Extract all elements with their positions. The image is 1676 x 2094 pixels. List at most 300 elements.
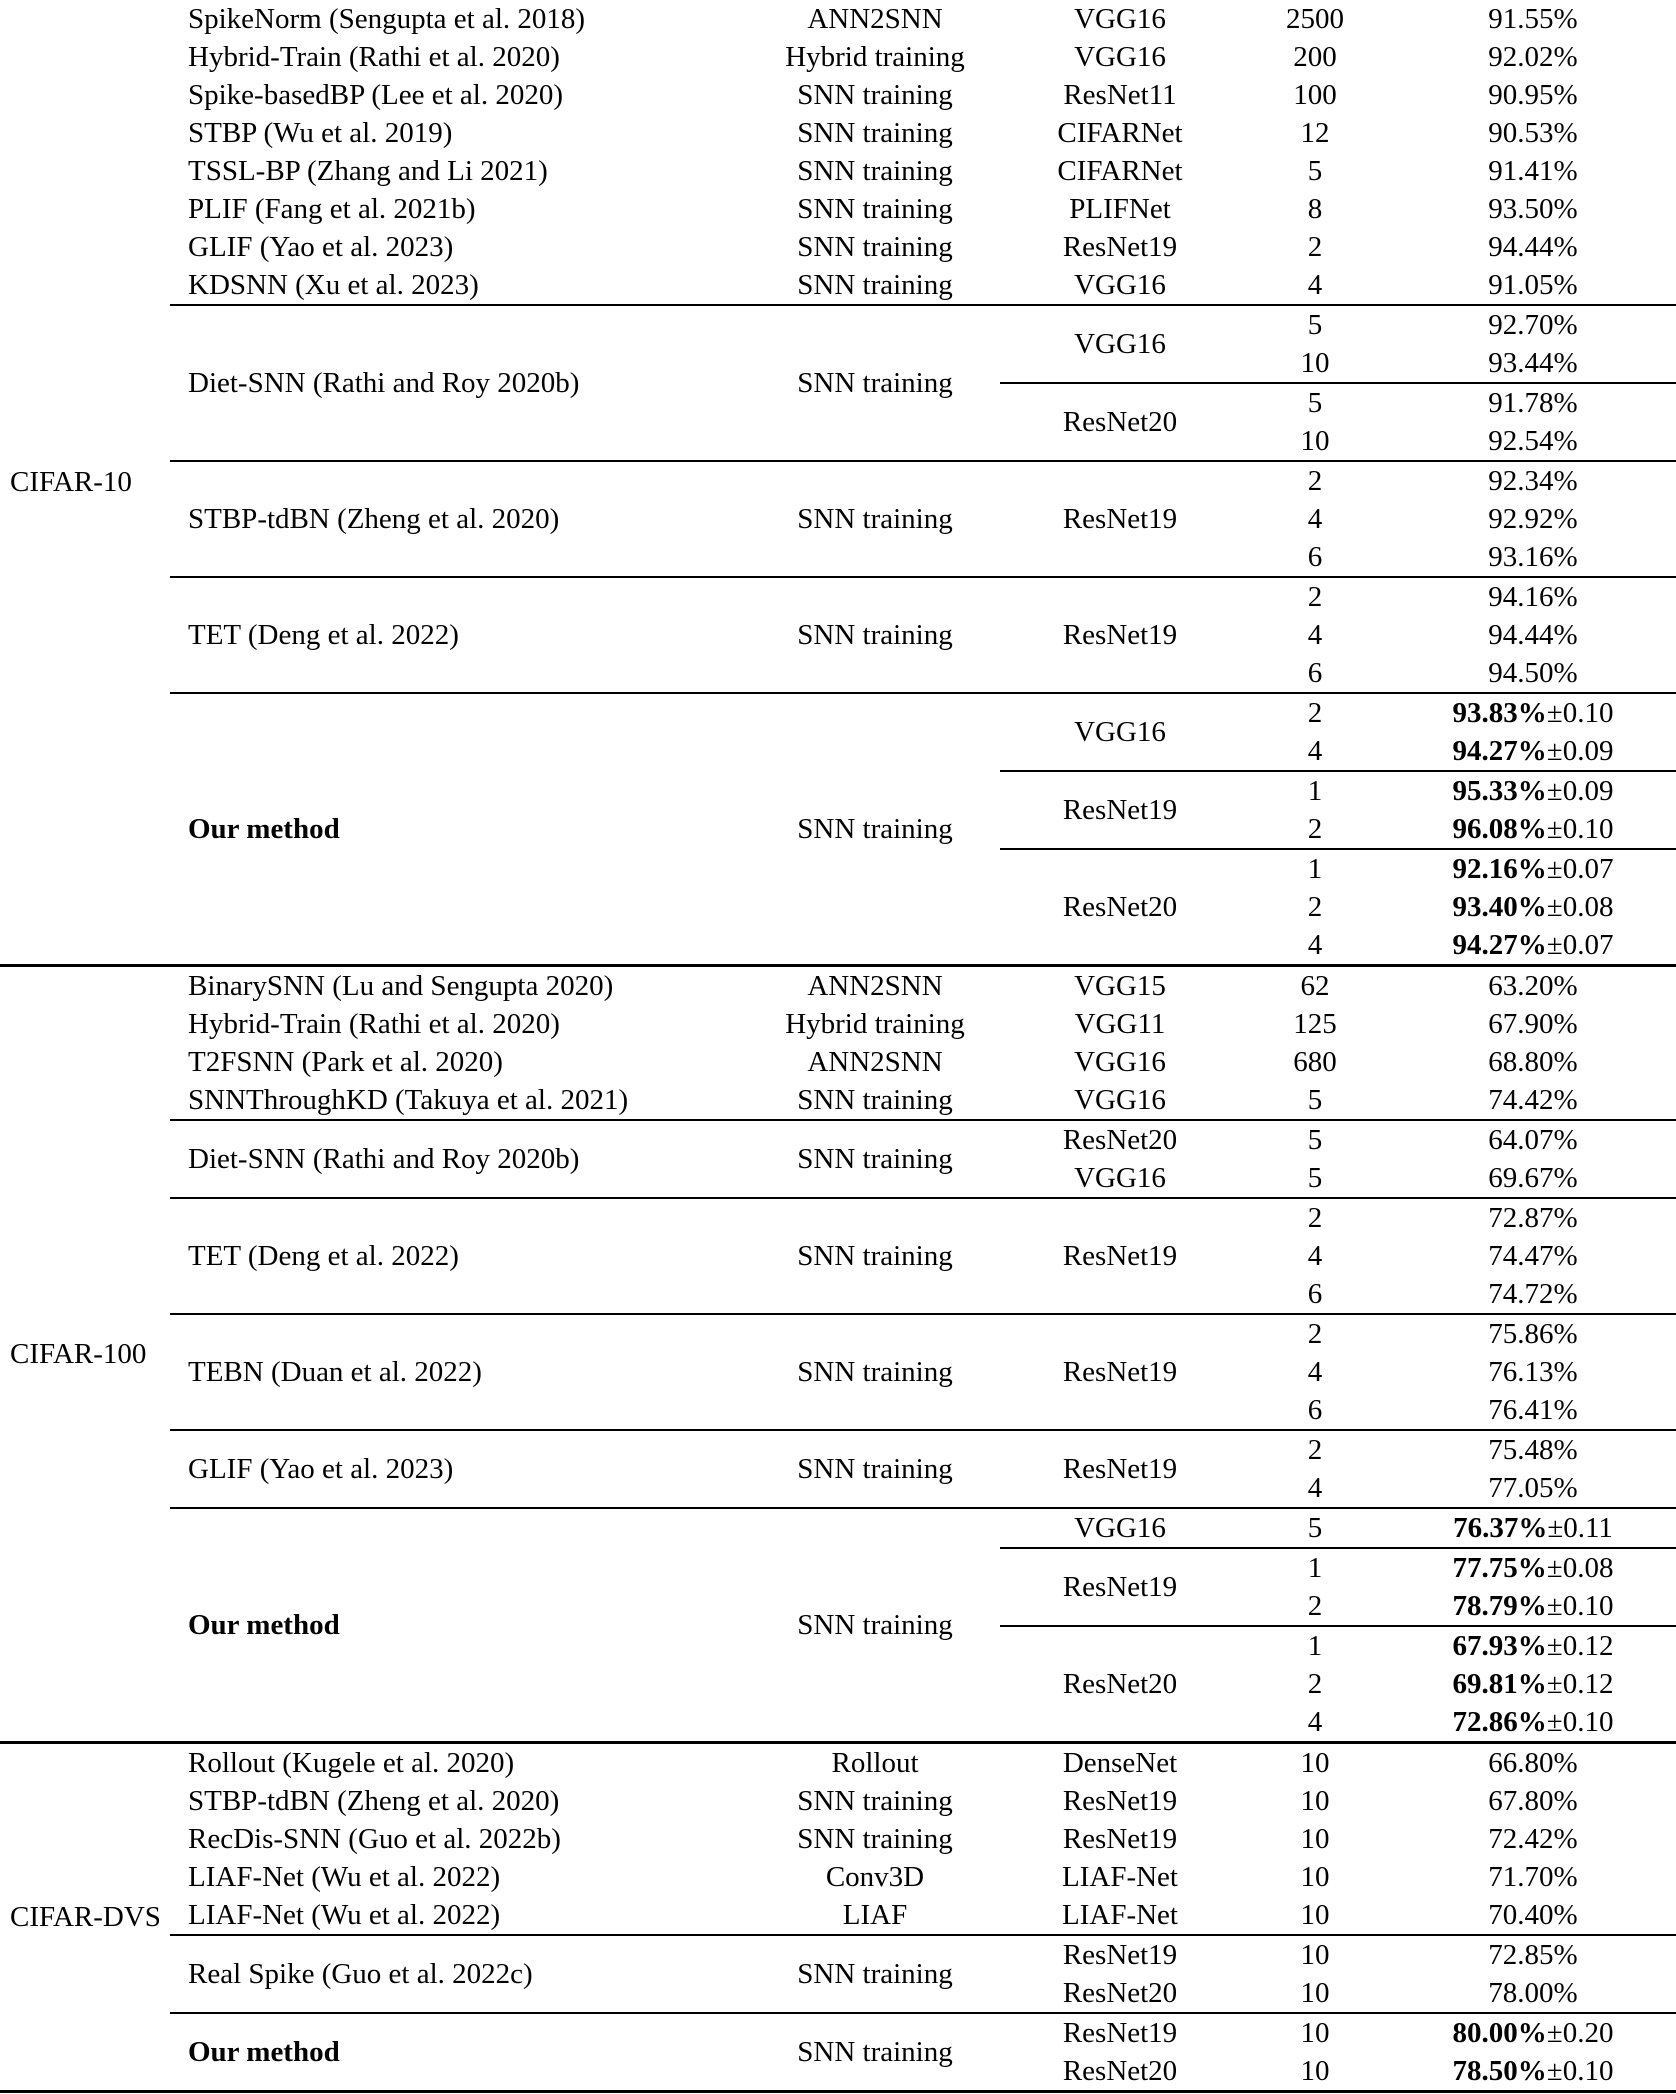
- cell-type: [750, 114, 1000, 152]
- cell-type-text: SNN training: [750, 115, 1000, 152]
- cell-method-text: TSSL-BP (Zhang and Li 2021): [170, 153, 750, 190]
- cell-timesteps-text: 680: [1240, 1044, 1390, 1081]
- accuracy-mean: 93.44%: [1488, 347, 1577, 379]
- accuracy-value: [1390, 345, 1676, 382]
- cell-method: [170, 266, 750, 305]
- cell-timesteps: [1240, 1081, 1390, 1120]
- accuracy-mean: 92.02%: [1488, 41, 1577, 73]
- accuracy-mean: 92.16%: [1453, 853, 1547, 885]
- accuracy-value: [1390, 1821, 1676, 1858]
- accuracy-mean: 68.80%: [1488, 1046, 1577, 1078]
- cell-type-text: SNN training: [750, 229, 1000, 266]
- accuracy-stddev: ±0.12: [1547, 1668, 1614, 1700]
- cell-timesteps: [1240, 1858, 1390, 1896]
- cell-type-text: ANN2SNN: [750, 968, 1000, 1005]
- cell-dataset: [0, 966, 170, 1743]
- cell-timesteps: [1240, 76, 1390, 114]
- cell-accuracy: [1390, 577, 1676, 616]
- cell-timesteps-text: 4: [1240, 1470, 1390, 1507]
- cell-timesteps-text: 2: [1240, 579, 1390, 616]
- cell-accuracy: [1390, 926, 1676, 966]
- cell-method-text: GLIF (Yao et al. 2023): [170, 229, 750, 266]
- accuracy-value: [1390, 153, 1676, 190]
- cell-architecture: [1000, 266, 1240, 305]
- cell-timesteps-text: 2: [1240, 1432, 1390, 1469]
- cell-method-text: T2FSNN (Park et al. 2020): [170, 1044, 750, 1081]
- accuracy-stddev: ±0.10: [1547, 1590, 1614, 1622]
- cell-timesteps: [1240, 771, 1390, 810]
- cell-accuracy: [1390, 849, 1676, 888]
- accuracy-mean: 91.78%: [1488, 387, 1577, 419]
- accuracy-value: [1390, 1859, 1676, 1896]
- cell-method-text: KDSNN (Xu et al. 2023): [170, 267, 750, 304]
- table-row: [0, 1782, 1676, 1820]
- accuracy-stddev: ±0.12: [1547, 1630, 1614, 1662]
- cell-timesteps-text: 10: [1240, 1745, 1390, 1782]
- cell-accuracy: [1390, 500, 1676, 538]
- cell-method: [170, 1430, 750, 1508]
- accuracy-mean: 72.87%: [1488, 1202, 1577, 1234]
- cell-accuracy: [1390, 1587, 1676, 1626]
- accuracy-value: [1390, 1666, 1676, 1703]
- cell-architecture-text: ResNet19: [1000, 1569, 1240, 1606]
- accuracy-value: [1390, 1200, 1676, 1237]
- cell-timesteps: [1240, 849, 1390, 888]
- cell-type: [750, 228, 1000, 266]
- cell-accuracy: [1390, 114, 1676, 152]
- cell-timesteps: [1240, 2052, 1390, 2092]
- cell-method: [170, 1120, 750, 1198]
- accuracy-mean: 91.41%: [1488, 155, 1577, 187]
- cell-timesteps: [1240, 383, 1390, 422]
- accuracy-value: [1390, 115, 1676, 152]
- cell-method-text: LIAF-Net (Wu et al. 2022): [170, 1897, 750, 1934]
- accuracy-mean: 94.44%: [1488, 619, 1577, 651]
- accuracy-value: [1390, 773, 1676, 810]
- cell-method-text: GLIF (Yao et al. 2023): [170, 1451, 750, 1488]
- cell-architecture: [1000, 114, 1240, 152]
- cell-timesteps-text: 10: [1240, 2015, 1390, 2052]
- cell-timesteps-text: 2: [1240, 1666, 1390, 1703]
- cell-timesteps-text: 6: [1240, 1276, 1390, 1313]
- accuracy-mean: 93.40%: [1453, 891, 1547, 923]
- accuracy-mean: 92.54%: [1488, 425, 1577, 457]
- cell-type-text: SNN training: [750, 1956, 1000, 1993]
- cell-timesteps-text: 2: [1240, 229, 1390, 266]
- cell-accuracy: [1390, 1275, 1676, 1314]
- cell-architecture: [1000, 38, 1240, 76]
- cell-type: [750, 693, 1000, 966]
- cell-type-text: SNN training: [750, 1607, 1000, 1644]
- cell-timesteps: [1240, 1782, 1390, 1820]
- accuracy-value: [1390, 2015, 1676, 2052]
- accuracy-mean: 93.50%: [1488, 193, 1577, 225]
- cell-timesteps: [1240, 1896, 1390, 1935]
- cell-timesteps-text: 2: [1240, 1200, 1390, 1237]
- cell-timesteps-text: 2: [1240, 1316, 1390, 1353]
- cell-timesteps: [1240, 2013, 1390, 2052]
- cell-architecture: [1000, 849, 1240, 966]
- cell-timesteps-text: 100: [1240, 77, 1390, 114]
- cell-type-text: SNN training: [750, 153, 1000, 190]
- cell-timesteps-text: 12: [1240, 115, 1390, 152]
- accuracy-value: [1390, 423, 1676, 460]
- cell-accuracy: [1390, 1858, 1676, 1896]
- cell-timesteps: [1240, 1159, 1390, 1198]
- cell-architecture-text: ResNet20: [1000, 2053, 1240, 2090]
- cell-timesteps: [1240, 1935, 1390, 1974]
- cell-architecture-text: LIAF-Net: [1000, 1897, 1240, 1934]
- table-row: [0, 38, 1676, 76]
- cell-accuracy: [1390, 693, 1676, 732]
- accuracy-stddev: ±0.08: [1547, 891, 1614, 923]
- table-row: [0, 2013, 1676, 2052]
- cell-architecture: [1000, 1896, 1240, 1935]
- cell-timesteps-text: 10: [1240, 423, 1390, 460]
- accuracy-value: [1390, 1160, 1676, 1197]
- cell-timesteps-text: 10: [1240, 1975, 1390, 2012]
- cell-type: [750, 461, 1000, 577]
- cell-architecture-text: ResNet20: [1000, 404, 1240, 441]
- table-row: [0, 693, 1676, 732]
- cell-timesteps-text: 2: [1240, 463, 1390, 500]
- accuracy-mean: 91.05%: [1488, 269, 1577, 301]
- cell-timesteps-text: 6: [1240, 539, 1390, 576]
- accuracy-value: [1390, 1082, 1676, 1119]
- cell-accuracy: [1390, 76, 1676, 114]
- cell-method-text: PLIF (Fang et al. 2021b): [170, 191, 750, 228]
- cell-architecture-text: ResNet19: [1000, 792, 1240, 829]
- cell-timesteps-text: 4: [1240, 1238, 1390, 1275]
- accuracy-mean: 90.53%: [1488, 117, 1577, 149]
- cell-type: [750, 190, 1000, 228]
- cell-architecture-text: VGG15: [1000, 968, 1240, 1005]
- cell-type-text: SNN training: [750, 501, 1000, 538]
- accuracy-mean: 93.83%: [1453, 697, 1547, 729]
- cell-architecture: [1000, 76, 1240, 114]
- cell-accuracy: [1390, 461, 1676, 500]
- cell-method: [170, 1198, 750, 1314]
- accuracy-stddev: ±0.20: [1547, 2017, 1614, 2049]
- accuracy-value: [1390, 1238, 1676, 1275]
- cell-architecture-text: DenseNet: [1000, 1745, 1240, 1782]
- accuracy-value: [1390, 655, 1676, 692]
- cell-timesteps-text: 4: [1240, 501, 1390, 538]
- accuracy-mean: 92.92%: [1488, 503, 1577, 535]
- cell-method: [170, 1043, 750, 1081]
- cell-accuracy: [1390, 344, 1676, 383]
- cell-architecture-text: ResNet11: [1000, 77, 1240, 114]
- cell-architecture-text: PLIFNet: [1000, 191, 1240, 228]
- cell-method: [170, 1005, 750, 1043]
- cell-type: [750, 152, 1000, 190]
- cell-method: [170, 461, 750, 577]
- cell-accuracy: [1390, 38, 1676, 76]
- cell-architecture-text: ResNet19: [1000, 1354, 1240, 1391]
- cell-architecture: [1000, 577, 1240, 693]
- cell-accuracy: [1390, 966, 1676, 1006]
- cell-timesteps: [1240, 1430, 1390, 1469]
- cell-type-text: SNN training: [750, 1082, 1000, 1119]
- cell-timesteps-text: 10: [1240, 1783, 1390, 1820]
- cell-timesteps: [1240, 1665, 1390, 1703]
- cell-type-text: SNN training: [750, 1783, 1000, 1820]
- cell-timesteps: [1240, 810, 1390, 849]
- cell-method: [170, 305, 750, 461]
- cell-architecture: [1000, 152, 1240, 190]
- cell-accuracy: [1390, 190, 1676, 228]
- accuracy-value: [1390, 77, 1676, 114]
- cell-type-text: SNN training: [750, 1238, 1000, 1275]
- cell-type: [750, 0, 1000, 38]
- table-row: [0, 1743, 1676, 1783]
- accuracy-mean: 76.37%: [1453, 1512, 1547, 1544]
- table-row: [0, 1081, 1676, 1120]
- accuracy-mean: 64.07%: [1488, 1124, 1577, 1156]
- cell-timesteps-text: 1: [1240, 773, 1390, 810]
- cell-architecture: [1000, 1548, 1240, 1626]
- cell-accuracy: [1390, 1430, 1676, 1469]
- cell-architecture-text: ResNet19: [1000, 2015, 1240, 2052]
- accuracy-value: [1390, 1392, 1676, 1429]
- accuracy-mean: 78.00%: [1488, 1977, 1577, 2009]
- cell-method-text: STBP-tdBN (Zheng et al. 2020): [170, 501, 750, 538]
- cell-accuracy: [1390, 616, 1676, 654]
- cell-architecture: [1000, 1430, 1240, 1508]
- cell-type: [750, 1120, 1000, 1198]
- accuracy-mean: 90.95%: [1488, 79, 1577, 111]
- accuracy-value: [1390, 927, 1676, 964]
- accuracy-value: [1390, 307, 1676, 344]
- cell-method: [170, 152, 750, 190]
- cell-architecture: [1000, 1782, 1240, 1820]
- cell-type: [750, 2013, 1000, 2092]
- cell-architecture-text: ResNet20: [1000, 1666, 1240, 1703]
- cell-method: [170, 1314, 750, 1430]
- cell-method: [170, 693, 750, 966]
- accuracy-value: [1390, 267, 1676, 304]
- cell-timesteps-text: 2: [1240, 889, 1390, 926]
- cell-accuracy: [1390, 1469, 1676, 1508]
- accuracy-mean: 77.75%: [1453, 1552, 1547, 1584]
- cell-type: [750, 266, 1000, 305]
- cell-type: [750, 38, 1000, 76]
- cell-timesteps: [1240, 1469, 1390, 1508]
- accuracy-value: [1390, 1745, 1676, 1782]
- cell-type: [750, 1314, 1000, 1430]
- cell-timesteps-text: 1: [1240, 851, 1390, 888]
- cell-architecture: [1000, 1005, 1240, 1043]
- accuracy-value: [1390, 1316, 1676, 1353]
- cell-timesteps-text: 5: [1240, 307, 1390, 344]
- cell-method-text: TET (Deng et al. 2022): [170, 1238, 750, 1275]
- cell-architecture: [1000, 190, 1240, 228]
- cell-method-text: STBP (Wu et al. 2019): [170, 115, 750, 152]
- cell-type: [750, 1081, 1000, 1120]
- accuracy-mean: 96.08%: [1453, 813, 1547, 845]
- accuracy-stddev: ±0.09: [1547, 775, 1614, 807]
- cell-timesteps-text: 4: [1240, 1704, 1390, 1741]
- cell-timesteps: [1240, 1508, 1390, 1548]
- accuracy-mean: 94.27%: [1453, 735, 1547, 767]
- cell-architecture: [1000, 1858, 1240, 1896]
- dataset-label: CIFAR-10: [0, 464, 170, 501]
- cell-timesteps: [1240, 616, 1390, 654]
- table-row: [0, 1198, 1676, 1237]
- cell-method: [170, 0, 750, 38]
- accuracy-mean: 69.81%: [1453, 1668, 1547, 1700]
- table-row: [0, 1005, 1676, 1043]
- table-row: [0, 461, 1676, 500]
- accuracy-mean: 78.79%: [1453, 1590, 1547, 1622]
- cell-timesteps: [1240, 1237, 1390, 1275]
- cell-method: [170, 2013, 750, 2092]
- accuracy-value: [1390, 733, 1676, 770]
- cell-architecture-text: CIFARNet: [1000, 115, 1240, 152]
- cell-timesteps: [1240, 422, 1390, 461]
- cell-architecture: [1000, 1820, 1240, 1858]
- cell-type-text: SNN training: [750, 1821, 1000, 1858]
- table-row: [0, 228, 1676, 266]
- cell-method: [170, 1508, 750, 1743]
- cell-timesteps-text: 6: [1240, 1392, 1390, 1429]
- cell-type: [750, 305, 1000, 461]
- accuracy-mean: 63.20%: [1488, 970, 1577, 1002]
- accuracy-value: [1390, 39, 1676, 76]
- cell-timesteps-text: 10: [1240, 2053, 1390, 2090]
- accuracy-value: [1390, 1588, 1676, 1625]
- cell-dataset: [0, 1743, 170, 2092]
- cell-timesteps: [1240, 538, 1390, 577]
- cell-timesteps-text: 2500: [1240, 1, 1390, 38]
- cell-architecture: [1000, 0, 1240, 38]
- accuracy-mean: 75.48%: [1488, 1434, 1577, 1466]
- cell-timesteps-text: 4: [1240, 617, 1390, 654]
- cell-accuracy: [1390, 1743, 1676, 1783]
- cell-architecture-text: VGG16: [1000, 267, 1240, 304]
- cell-type-text: ANN2SNN: [750, 1, 1000, 38]
- table-row: [0, 305, 1676, 344]
- accuracy-mean: 67.80%: [1488, 1785, 1577, 1817]
- cell-method: [170, 38, 750, 76]
- cell-accuracy: [1390, 0, 1676, 38]
- cell-timesteps: [1240, 1198, 1390, 1237]
- accuracy-value: [1390, 889, 1676, 926]
- cell-accuracy: [1390, 810, 1676, 849]
- cell-timesteps: [1240, 305, 1390, 344]
- table-row: [0, 76, 1676, 114]
- cell-timesteps-text: 1: [1240, 1628, 1390, 1665]
- cell-architecture-text: VGG16: [1000, 1, 1240, 38]
- cell-architecture: [1000, 1626, 1240, 1743]
- accuracy-value: [1390, 1975, 1676, 2012]
- cell-timesteps-text: 4: [1240, 733, 1390, 770]
- cell-timesteps-text: 5: [1240, 1082, 1390, 1119]
- cell-timesteps-text: 5: [1240, 1510, 1390, 1547]
- cell-timesteps-text: 125: [1240, 1006, 1390, 1043]
- cell-type-text: SNN training: [750, 1354, 1000, 1391]
- accuracy-mean: 94.16%: [1488, 581, 1577, 613]
- cell-type: [750, 577, 1000, 693]
- accuracy-value: [1390, 385, 1676, 422]
- cell-timesteps: [1240, 461, 1390, 500]
- cell-architecture: [1000, 1043, 1240, 1081]
- cell-method: [170, 1820, 750, 1858]
- cell-architecture-text: ResNet19: [1000, 617, 1240, 654]
- cell-method: [170, 1782, 750, 1820]
- cell-architecture-text: ResNet19: [1000, 1937, 1240, 1974]
- accuracy-value: [1390, 1044, 1676, 1081]
- cell-accuracy: [1390, 1935, 1676, 1974]
- cell-dataset: [0, 0, 170, 966]
- cell-accuracy: [1390, 1043, 1676, 1081]
- cell-timesteps: [1240, 1043, 1390, 1081]
- accuracy-value: [1390, 1550, 1676, 1587]
- table-row: [0, 966, 1676, 1006]
- accuracy-value: [1390, 1432, 1676, 1469]
- cell-accuracy: [1390, 1391, 1676, 1430]
- table-row: [0, 1508, 1676, 1548]
- cell-accuracy: [1390, 1665, 1676, 1703]
- cell-type: [750, 1508, 1000, 1743]
- cell-architecture: [1000, 1974, 1240, 2013]
- cell-method-text: Diet-SNN (Rathi and Roy 2020b): [170, 365, 750, 402]
- cell-type: [750, 1005, 1000, 1043]
- cell-method-text: Spike-basedBP (Lee et al. 2020): [170, 77, 750, 114]
- accuracy-value: [1390, 1937, 1676, 1974]
- cell-type-text: Rollout: [750, 1745, 1000, 1782]
- cell-method: [170, 577, 750, 693]
- cell-accuracy: [1390, 538, 1676, 577]
- cell-timesteps: [1240, 1314, 1390, 1353]
- cell-accuracy: [1390, 1820, 1676, 1858]
- cell-type: [750, 1935, 1000, 2013]
- cell-architecture-text: VGG11: [1000, 1006, 1240, 1043]
- cell-method: [170, 190, 750, 228]
- cell-method: [170, 966, 750, 1006]
- accuracy-value: [1390, 1276, 1676, 1313]
- accuracy-mean: 80.00%: [1453, 2017, 1547, 2049]
- cell-method: [170, 1858, 750, 1896]
- cell-type-text: LIAF: [750, 1897, 1000, 1934]
- accuracy-value: [1390, 1470, 1676, 1507]
- cell-architecture-text: ResNet19: [1000, 1821, 1240, 1858]
- cell-architecture: [1000, 461, 1240, 577]
- cell-type-text: SNN training: [750, 267, 1000, 304]
- accuracy-mean: 76.41%: [1488, 1394, 1577, 1426]
- cell-timesteps-text: 10: [1240, 345, 1390, 382]
- accuracy-mean: 92.70%: [1488, 309, 1577, 341]
- accuracy-value: [1390, 1006, 1676, 1043]
- cell-timesteps: [1240, 266, 1390, 305]
- cell-timesteps-text: 6: [1240, 655, 1390, 692]
- cell-architecture-text: ResNet19: [1000, 1783, 1240, 1820]
- cell-method-text: Hybrid-Train (Rathi et al. 2020): [170, 39, 750, 76]
- accuracy-mean: 72.42%: [1488, 1823, 1577, 1855]
- cell-method: [170, 1081, 750, 1120]
- cell-accuracy: [1390, 1974, 1676, 2013]
- cell-accuracy: [1390, 305, 1676, 344]
- cell-timesteps: [1240, 500, 1390, 538]
- cell-method-text: Our method: [170, 811, 750, 848]
- accuracy-mean: 93.16%: [1488, 541, 1577, 573]
- cell-timesteps: [1240, 1005, 1390, 1043]
- table-row: [0, 0, 1676, 38]
- table-row: [0, 1896, 1676, 1935]
- cell-timesteps-text: 10: [1240, 1859, 1390, 1896]
- cell-accuracy: [1390, 1703, 1676, 1743]
- cell-accuracy: [1390, 266, 1676, 305]
